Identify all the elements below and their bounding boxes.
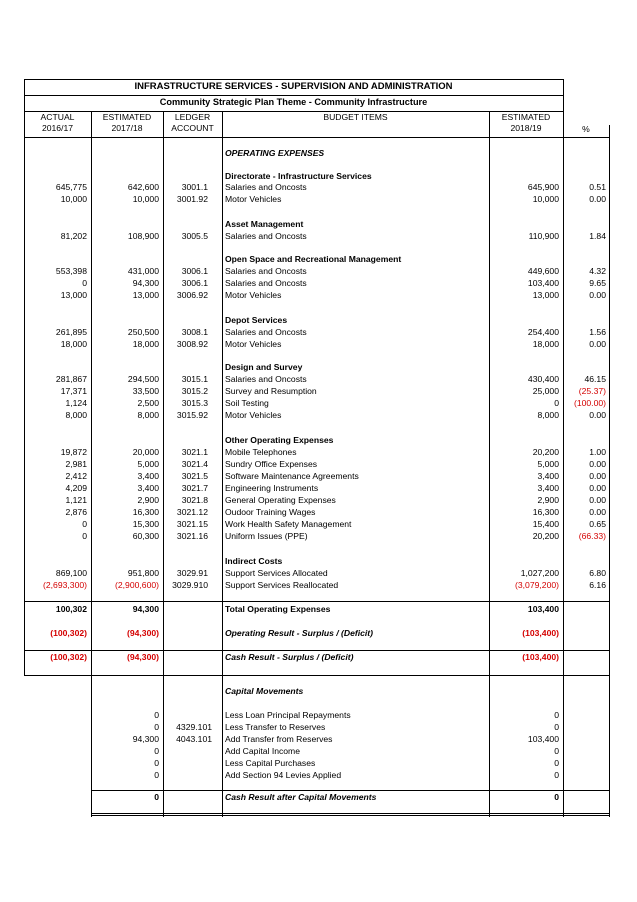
row-estimated-prev: 294,500 xyxy=(127,374,159,384)
row-ledger: 3015.92 xyxy=(176,410,208,420)
row-actual: 869,100 xyxy=(55,568,87,578)
row-ledger: 3006.92 xyxy=(176,290,208,300)
cash-actual: (100,302) xyxy=(50,652,87,662)
row-estimated: 25,000 xyxy=(532,386,559,396)
row-item: General Operating Expenses xyxy=(225,495,336,505)
cap-row-prev: 94,300 xyxy=(132,734,159,744)
section-heading: Open Space and Recreational Management xyxy=(225,254,402,264)
cap-col-line-3 xyxy=(222,675,223,817)
row-ledger: 3029.910 xyxy=(172,580,208,590)
total-est: 103,400 xyxy=(527,604,559,614)
row-pct: 1.56 xyxy=(589,327,606,337)
row-estimated-prev: 431,000 xyxy=(127,266,159,276)
row-estimated: 8,000 xyxy=(537,410,559,420)
row-ledger: 3015.1 xyxy=(181,374,208,384)
col-items-label: BUDGET ITEMS xyxy=(323,112,388,122)
row-estimated: 0 xyxy=(554,398,559,408)
row-actual: 553,398 xyxy=(55,266,87,276)
frame-title-sep xyxy=(24,95,563,96)
section-heading: Other Operating Expenses xyxy=(225,435,334,445)
cap-row-item: Add Capital Income xyxy=(225,746,300,756)
row-pct: 0.65 xyxy=(589,519,606,529)
row-ledger: 3006.1 xyxy=(181,278,208,288)
row-item: Salaries and Oncosts xyxy=(225,182,307,192)
row-estimated-prev: 94,300 xyxy=(132,278,159,288)
row-estimated-prev: 8,000 xyxy=(137,410,159,420)
row-actual: 81,202 xyxy=(60,231,87,241)
row-actual: 8,000 xyxy=(65,410,87,420)
row-item: Salaries and Oncosts xyxy=(225,327,307,337)
row-estimated: 1,027,200 xyxy=(520,568,559,578)
row-estimated-prev: 108,900 xyxy=(127,231,159,241)
cash-prev: (94,300) xyxy=(126,652,159,662)
row-estimated-prev: 18,000 xyxy=(132,339,159,349)
row-actual: 0 xyxy=(82,519,87,529)
page-title: INFRASTRUCTURE SERVICES - SUPERVISION AND ADMINISTRATION xyxy=(134,81,453,92)
row-pct: 46.15 xyxy=(584,374,606,384)
cap-row-item: Less Transfer to Reserves xyxy=(225,722,326,732)
row-item: Motor Vehicles xyxy=(225,339,282,349)
row-pct: (100.00) xyxy=(573,398,606,408)
row-pct: 6.80 xyxy=(589,568,606,578)
cap-result-line-top xyxy=(91,790,609,791)
row-ledger: 3021.1 xyxy=(181,447,208,457)
cap-row-item: Less Loan Principal Repayments xyxy=(225,710,351,720)
cap-row-prev: 0 xyxy=(154,746,159,756)
row-actual: 261,895 xyxy=(55,327,87,337)
row-item: Work Health Safety Management xyxy=(225,519,352,529)
row-ledger: 3021.8 xyxy=(181,495,208,505)
row-estimated: 3,400 xyxy=(537,471,559,481)
row-actual: 10,000 xyxy=(60,194,87,204)
row-pct: 0.00 xyxy=(589,495,606,505)
row-item: Uniform Issues (PPE) xyxy=(225,531,308,541)
row-ledger: 3005.5 xyxy=(181,231,208,241)
row-pct: (25.37) xyxy=(578,386,606,396)
cap-row-est: 0 xyxy=(554,710,559,720)
row-pct: 0.00 xyxy=(589,194,606,204)
row-pct: 1.00 xyxy=(589,447,606,457)
row-actual: 2,876 xyxy=(65,507,87,517)
row-estimated: 16,300 xyxy=(532,507,559,517)
row-estimated-prev: 250,500 xyxy=(127,327,159,337)
cap-row-prev: 0 xyxy=(154,758,159,768)
cap-result-line-bottom xyxy=(91,813,609,816)
row-estimated-prev: 15,300 xyxy=(132,519,159,529)
row-item: Survey and Resumption xyxy=(225,386,317,396)
col-line-right xyxy=(609,125,610,675)
row-pct: 6.16 xyxy=(589,580,606,590)
cap-row-est: 103,400 xyxy=(527,734,559,744)
section-heading: Directorate - Infrastructure Services xyxy=(225,171,372,181)
cap-col-line-2 xyxy=(163,675,164,817)
page-subtitle: Community Strategic Plan Theme - Community Infrastructure xyxy=(159,97,428,107)
result-prev: (94,300) xyxy=(126,628,159,638)
row-estimated: 13,000 xyxy=(532,290,559,300)
row-actual: 2,981 xyxy=(65,459,87,469)
cash-line-top xyxy=(24,650,609,651)
row-ledger: 3006.1 xyxy=(181,266,208,276)
row-estimated-prev: 5,000 xyxy=(137,459,159,469)
capital-heading: Capital Movements xyxy=(225,686,304,696)
cap-row-ledger: 4329.101 xyxy=(176,722,212,732)
row-actual: 13,000 xyxy=(60,290,87,300)
cap-result-item: Cash Result after Capital Movements xyxy=(225,792,377,802)
row-estimated: 15,400 xyxy=(532,519,559,529)
row-estimated: 2,900 xyxy=(537,495,559,505)
row-ledger: 3021.15 xyxy=(176,519,208,529)
row-ledger: 3001.92 xyxy=(176,194,208,204)
total-line-top xyxy=(24,601,609,602)
row-estimated: 10,000 xyxy=(532,194,559,204)
row-estimated-prev: 33,500 xyxy=(132,386,159,396)
row-estimated: 110,900 xyxy=(528,231,559,241)
row-item: Mobile Telephones xyxy=(225,447,297,457)
row-pct: 0.51 xyxy=(589,182,606,192)
cap-row-item: Add Transfer from Reserves xyxy=(225,734,333,744)
section-heading: Asset Management xyxy=(225,219,304,229)
cash-est: (103,400) xyxy=(522,652,559,662)
row-estimated-prev: (2,900,600) xyxy=(115,580,159,590)
row-estimated: 5,000 xyxy=(537,459,559,469)
row-estimated-prev: 16,300 xyxy=(132,507,159,517)
col-ledger-label2: ACCOUNT xyxy=(171,123,214,133)
cap-row-est: 0 xyxy=(554,758,559,768)
col-line-3 xyxy=(222,111,223,675)
cap-result-est: 0 xyxy=(554,792,559,802)
row-estimated: 254,400 xyxy=(527,327,559,337)
total-actual: 100,302 xyxy=(55,604,87,614)
row-pct: 0.00 xyxy=(589,410,606,420)
row-actual: 1,124 xyxy=(65,398,87,408)
row-pct: 0.00 xyxy=(589,471,606,481)
cap-col-line-5 xyxy=(563,675,564,817)
row-ledger: 3015.2 xyxy=(181,386,208,396)
cap-row-ledger: 4043.101 xyxy=(176,734,212,744)
frame-top xyxy=(24,79,563,80)
row-ledger: 3015.3 xyxy=(181,398,208,408)
row-estimated: 449,600 xyxy=(527,266,559,276)
row-actual: 19,872 xyxy=(60,447,87,457)
row-actual: 281,867 xyxy=(55,374,87,384)
row-ledger: 3029.91 xyxy=(176,568,208,578)
col-est-label: ESTIMATED xyxy=(501,112,551,122)
row-actual: 1,121 xyxy=(65,495,87,505)
row-item: Motor Vehicles xyxy=(225,290,282,300)
cap-row-est: 0 xyxy=(554,746,559,756)
cash-item: Cash Result - Surplus / (Deficit) xyxy=(225,652,354,662)
cap-result-prev: 0 xyxy=(154,792,159,802)
row-estimated-prev: 2,900 xyxy=(137,495,159,505)
row-pct: 0.00 xyxy=(589,507,606,517)
row-item: Salaries and Oncosts xyxy=(225,231,307,241)
col-est-year: 2018/19 xyxy=(510,123,542,133)
cap-row-est: 0 xyxy=(554,722,559,732)
row-pct: 4.32 xyxy=(589,266,606,276)
row-actual: (2,693,300) xyxy=(43,580,87,590)
cap-row-prev: 0 xyxy=(154,710,159,720)
row-actual: 4,209 xyxy=(65,483,87,493)
row-ledger: 3021.16 xyxy=(176,531,208,541)
row-pct: 9.65 xyxy=(589,278,606,288)
row-item: Soil Testing xyxy=(225,398,269,408)
row-item: Engineering Instruments xyxy=(225,483,319,493)
row-item: Motor Vehicles xyxy=(225,410,282,420)
row-estimated-prev: 60,300 xyxy=(132,531,159,541)
row-pct: (66.33) xyxy=(578,531,606,541)
cap-row-prev: 0 xyxy=(154,722,159,732)
result-item: Operating Result - Surplus / (Deficit) xyxy=(225,628,374,638)
col-prev-year: 2017/18 xyxy=(111,123,143,133)
row-estimated: 20,200 xyxy=(532,447,559,457)
row-pct: 0.00 xyxy=(589,339,606,349)
row-pct: 0.00 xyxy=(589,459,606,469)
row-estimated: 430,400 xyxy=(527,374,559,384)
row-estimated: 18,000 xyxy=(532,339,559,349)
row-estimated: (3,079,200) xyxy=(515,580,559,590)
frame-header-sep xyxy=(24,137,609,138)
row-pct: 0.00 xyxy=(589,290,606,300)
row-estimated: 3,400 xyxy=(537,483,559,493)
frame-bottom xyxy=(24,675,609,676)
row-pct: 0.00 xyxy=(589,483,606,493)
row-pct: 1.84 xyxy=(589,231,606,241)
row-ledger: 3021.4 xyxy=(181,459,208,469)
row-ledger: 3021.12 xyxy=(176,507,208,517)
row-actual: 645,775 xyxy=(55,182,87,192)
section-heading: Design and Survey xyxy=(225,362,303,372)
cap-row-item: Add Section 94 Levies Applied xyxy=(225,770,342,780)
col-ledger-label: LEDGER xyxy=(174,112,211,122)
row-item: Support Services Reallocated xyxy=(225,580,339,590)
result-actual: (100,302) xyxy=(50,628,87,638)
row-estimated: 645,900 xyxy=(527,182,559,192)
row-ledger: 3008.1 xyxy=(181,327,208,337)
row-item: Sundry Office Expenses xyxy=(225,459,318,469)
row-actual: 0 xyxy=(82,531,87,541)
row-item: Salaries and Oncosts xyxy=(225,278,307,288)
cap-row-item: Less Capital Purchases xyxy=(225,758,316,768)
col-pct-label: % xyxy=(582,124,590,134)
col-prev-label: ESTIMATED xyxy=(102,112,152,122)
total-prev: 94,300 xyxy=(132,604,159,614)
row-estimated-prev: 13,000 xyxy=(132,290,159,300)
section-heading: Indirect Costs xyxy=(225,556,283,566)
row-actual: 2,412 xyxy=(65,471,87,481)
row-estimated: 20,200 xyxy=(532,531,559,541)
row-actual: 0 xyxy=(82,278,87,288)
row-item: Software Maintenance Agreements xyxy=(225,471,359,481)
row-actual: 17,371 xyxy=(60,386,87,396)
col-actual-label: ACTUAL xyxy=(40,112,75,122)
result-est: (103,400) xyxy=(522,628,559,638)
row-ledger: 3001.1 xyxy=(181,182,208,192)
row-ledger: 3008.92 xyxy=(176,339,208,349)
row-item: Support Services Allocated xyxy=(225,568,328,578)
total-item: Total Operating Expenses xyxy=(225,604,331,614)
section-heading: Depot Services xyxy=(225,315,288,325)
row-estimated-prev: 3,400 xyxy=(137,483,159,493)
row-estimated-prev: 2,500 xyxy=(137,398,159,408)
row-ledger: 3021.5 xyxy=(181,471,208,481)
row-estimated-prev: 3,400 xyxy=(137,471,159,481)
row-ledger: 3021.7 xyxy=(181,483,208,493)
cap-col-line-right xyxy=(609,675,610,817)
row-estimated-prev: 10,000 xyxy=(132,194,159,204)
cap-row-prev: 0 xyxy=(154,770,159,780)
row-estimated-prev: 951,800 xyxy=(127,568,159,578)
row-item: Salaries and Oncosts xyxy=(225,374,307,384)
row-estimated: 103,400 xyxy=(527,278,559,288)
col-actual-year: 2016/17 xyxy=(41,123,74,133)
cap-row-est: 0 xyxy=(554,770,559,780)
row-item: Motor Vehicles xyxy=(225,194,282,204)
section-heading: OPERATING EXPENSES xyxy=(225,148,325,158)
row-item: Salaries and Oncosts xyxy=(225,266,307,276)
row-estimated-prev: 642,600 xyxy=(127,182,159,192)
row-actual: 18,000 xyxy=(60,339,87,349)
row-estimated-prev: 20,000 xyxy=(132,447,159,457)
row-item: Oudoor Training Wages xyxy=(225,507,316,517)
